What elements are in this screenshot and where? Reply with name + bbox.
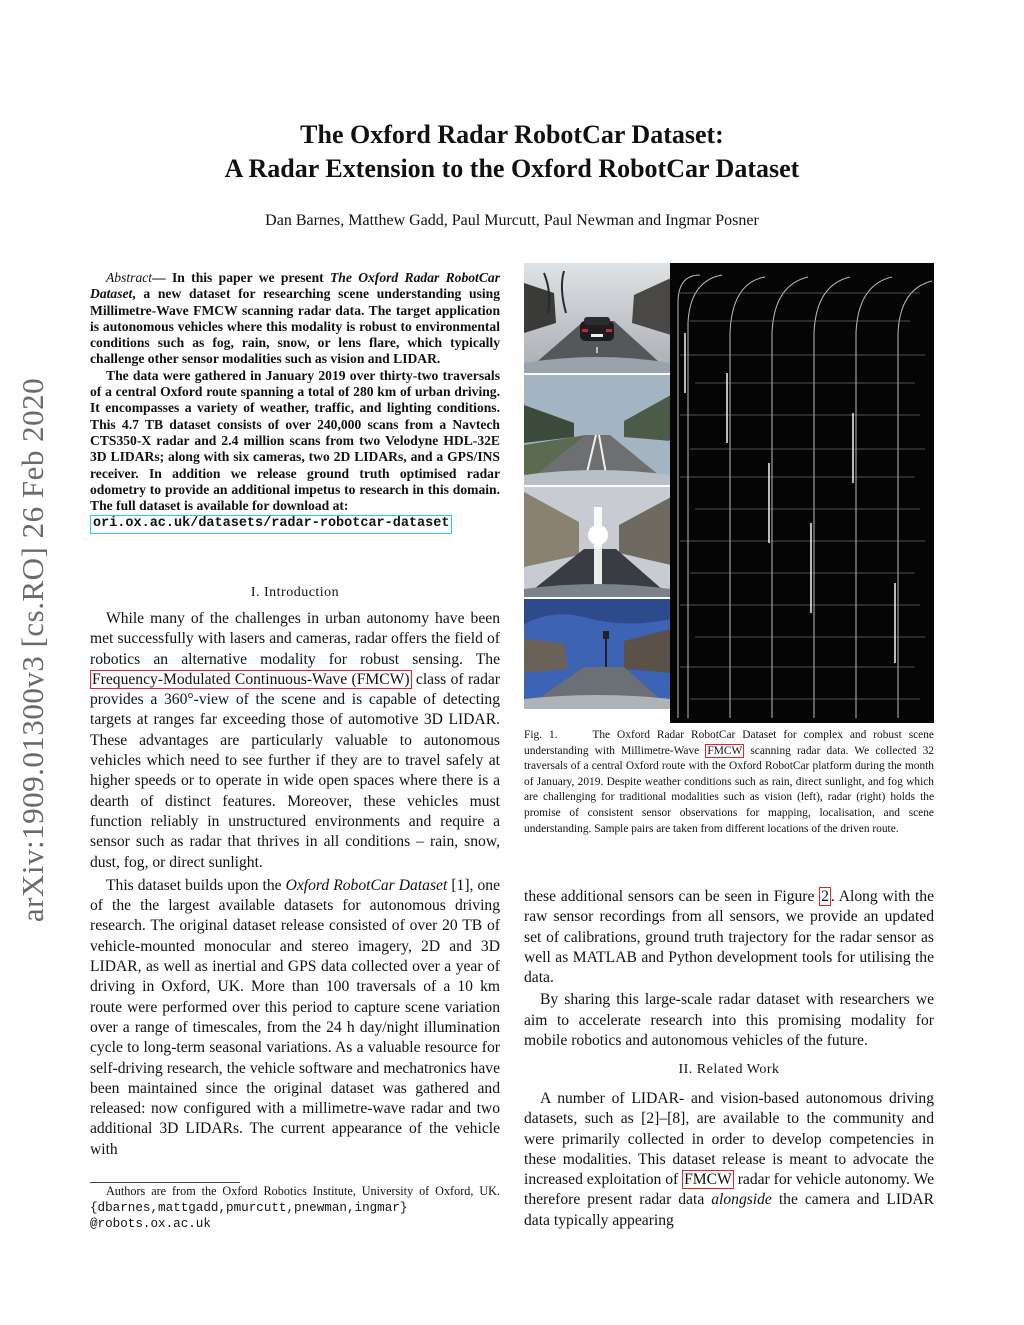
camera-image-sunlight <box>524 487 671 597</box>
title-line-2: A Radar Extension to the Oxford RobotCar Dataset <box>224 154 800 183</box>
author-list: Dan Barnes, Matthew Gadd, Paul Murcutt, Paul Newman and Ingmar Posner <box>265 212 759 229</box>
right-paragraph-2: By sharing this large-scale radar dataset with researchers we aim to accelerate research into this promising modality for mobile robotics and autonomous vehicles of the future. <box>524 991 934 1050</box>
abstract-text-1a: In this paper we present <box>172 270 330 285</box>
footnote-rule <box>90 1182 240 1183</box>
related-work-paragraph <box>524 1089 934 1231</box>
intro-text-2a: This dataset builds upon the <box>106 876 286 894</box>
footnote-affiliation: Authors are from the Oxford Robotics Institute, University of Oxford, UK. <box>106 1184 500 1198</box>
abstract-dash: — <box>152 270 172 285</box>
caption-text <box>524 728 934 837</box>
intro-text-1b: class of radar provides a 360°-view of the scene and is capable of detecting targets at ranges far exceeding those of automotive 3D LIDAR. These advantages are particularly valuable to autonomous vehicles which need to see further if they are to travel safely at higher speeds or to operate in wide open spaces where there is a dearth of distinct features. Moreover, these vehicles must function reliably in unstructured environments and require a sensor such as radar that thrives in all conditions – rain, snow, dust, fog, or direct sunlight. <box>90 670 500 871</box>
intro-text-1a: While many of the challenges in urban autonomy have been met successfully with lasers and cameras, radar offers the field of robotics an alternative modality for robust sensing. The <box>90 610 500 668</box>
intro-paragraph-2 <box>90 876 500 1160</box>
camera-image-road <box>524 375 671 485</box>
title-line-1: The Oxford Radar RobotCar Dataset: <box>300 120 724 149</box>
caption-fmcw-link[interactable]: FMCW <box>707 744 743 757</box>
footnote-emails: {dbarnes,mattgadd,pmurcutt,pnewman,ingmar} <box>90 1200 408 1215</box>
footnote <box>90 1184 500 1233</box>
related-text-a: A number of LIDAR- and vision-based autonomous driving datasets, such as [2]–[8], are available to the community and were primarily collected in order to develop competencies in these modalities. This dataset release is meant to advocate the increased exploitation of <box>524 1090 934 1189</box>
related-fmcw-link[interactable]: FMCW <box>684 1171 732 1189</box>
right-text-1b: . Along with the raw sensor recordings from all sensors, we provide an updated set of calibrations, ground truth trajectory for the radar sensor as well as MATLAB and Python development tools for utilising the data. <box>524 888 934 987</box>
related-work-body <box>524 1089 934 1231</box>
introduction-body <box>90 609 500 1160</box>
abstract-paragraph-1 <box>90 270 500 368</box>
footnote-email-domain: @robots.ox.ac.uk <box>90 1217 211 1232</box>
caption-label: Fig. 1. <box>524 729 558 741</box>
abstract-text-1b: , a new dataset for researching scene understanding using Millimetre-Wave FMCW scanning radar data. The target application is autonomous vehicles where this modality is robust to environmental conditions such as fog, rain, snow, or lens flare, which typically challenge other sensor modalities such as vision and LIDAR. <box>90 286 500 367</box>
right-paragraph-1 <box>524 887 934 988</box>
arxiv-sidebar <box>8 350 58 950</box>
abstract-label: Abstract <box>106 270 153 285</box>
figure-1 <box>524 263 934 723</box>
figure-1-caption <box>524 728 934 837</box>
figure-2-link[interactable]: 2 <box>821 888 829 905</box>
footnote-text <box>90 1184 500 1233</box>
intro-text-2b: [1], one of the the largest available datasets for autonomous driving research. The original dataset release consisted of over 20 TB of vehicle-mounted monocular and stereo imagery, 2D and 3D LIDAR, as well as inertial and GPS data collected over a year of driving in Oxford, UK. More than 100 traversals of a 10 km route were performed over this period to capture scene variation over a range of timescales, from the 24 h day/night illumination cycle to long-term seasonal variations. As a valuable resource for self-driving research, the vehicle software and mechatronics have been maintained since the original dataset was gathered and released: now configured with a millimetre-wave radar and two additional 3D LIDARs. The current appearance of the vehicle with <box>90 876 500 1158</box>
robotcar-dataset-name: Oxford RobotCar Dataset <box>285 876 448 894</box>
dataset-name: The Oxford Radar RobotCar Dataset <box>90 270 500 302</box>
radar-scan-image <box>670 263 934 723</box>
paper-title <box>0 118 1024 186</box>
right-text-1a: these additional sensors can be seen in Figure <box>524 888 820 905</box>
dataset-url-link[interactable]: ori.ox.ac.uk/datasets/radar-robotcar-dataset <box>90 515 452 533</box>
intro-paragraph-1 <box>90 609 500 873</box>
camera-image-rain <box>524 263 671 373</box>
caption-text-b: scanning radar data. We collected 32 traversals of a central Oxford route with the Oxford RobotCar platform during the month of January, 2019. Despite weather conditions such as rain, direct sunlight, and fog which are challenging for traditional modalities such as vision (left), radar (right) holds the promise of consistent sensor observations for mapping, localisation, and scene understanding. Sample pairs are taken from different locations of the driven route. <box>524 744 934 835</box>
right-column-body <box>524 887 934 1051</box>
section-1-heading: I. Introduction <box>250 585 340 600</box>
abstract-paragraph-2: The data were gathered in January 2019 over thirty-two traversals of a central Oxford route spanning a total of 280 km of urban driving. It encompasses a variety of weather, traffic, and lighting conditions. This 4.7 TB dataset consists of over 240,000 scans from a Navtech CTS350-X radar and 2.4 million scans from two Velodyne HDL-32E 3D LIDARs; along with six cameras, two 2D LIDARs, and a GPS/INS receiver. In addition we release ground truth optimised radar odometry to provide an additional impetus to research in this domain. The full dataset is available for download at: <box>90 367 500 514</box>
caption-text-a: The Oxford Radar RobotCar Dataset for complex and robust scene understanding with Millimetre-Wave <box>524 729 934 757</box>
radar-scan-graphic <box>670 263 934 723</box>
fmcw-acronym-link[interactable]: Frequency-Modulated Continuous-Wave (FMCW) <box>92 670 410 688</box>
arxiv-identifier: arXiv:1909.01300v3 [cs.RO] 26 Feb 2020 <box>15 377 50 923</box>
section-2-heading: II. Related Work <box>678 1062 780 1077</box>
related-text-b: radar for vehicle autonomy. We therefore present radar data <box>524 1171 934 1209</box>
alongside-italic: alongside <box>711 1191 772 1209</box>
abstract <box>90 270 500 534</box>
related-text-c: the camera and LIDAR data typically appearing <box>524 1191 934 1229</box>
camera-image-fog <box>524 599 671 709</box>
